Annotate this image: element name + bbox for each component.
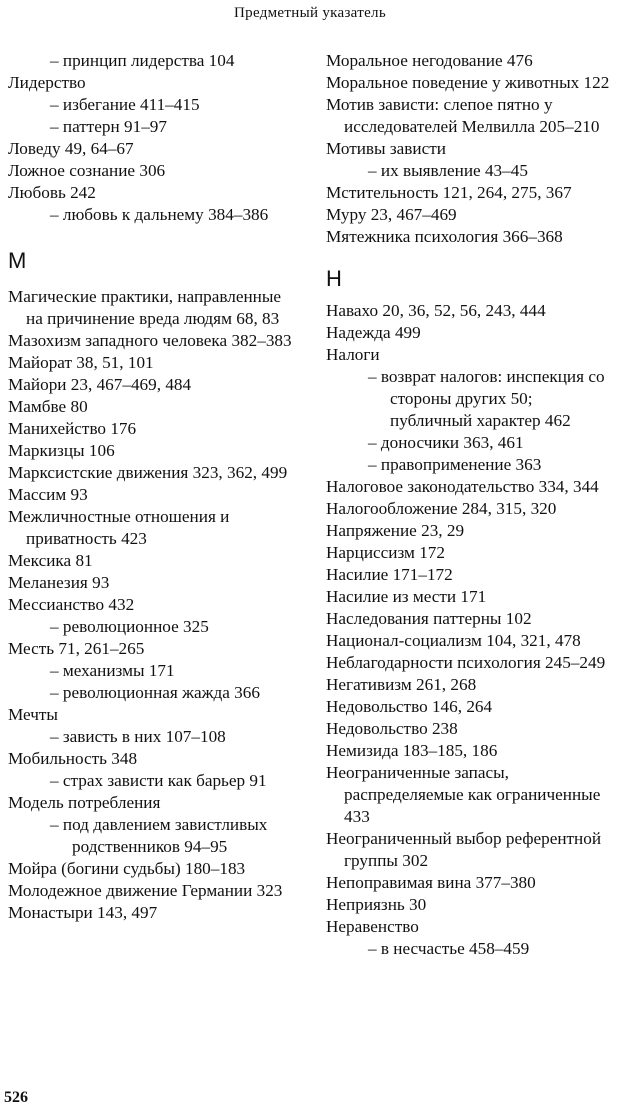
left-post-entries [8,286,298,924]
index-entry: Неравенство [326,917,419,936]
index-entry: Ловеду 49, 64–67 [8,139,134,158]
index-entry: Магические практики, направленные на причинение вреда людям 68, 83 [8,287,282,328]
index-subentry: – их выявление 43–45 [368,161,528,180]
index-entry: Мойра (богини судьбы) 180–183 [8,859,246,878]
index-entry: Любовь 242 [8,183,96,202]
index-entry: Мечты [8,705,58,724]
index-entry: Неблагодарности психология 245–249 [326,653,606,672]
index-entry: Моральное негодование 476 [326,51,533,70]
index-subentry: – правоприменение 363 [368,455,542,474]
index-entry: Недовольство 238 [326,719,458,738]
index-subentry: – избегание 411–415 [50,95,200,114]
right-pre-entries [326,50,616,248]
index-entry: Манихейство 176 [8,419,137,438]
index-entry: Недовольство 146, 264 [326,697,493,716]
index-entry: Налоги [326,345,380,364]
running-header: Предметный указатель [234,5,386,21]
right-post-entries [326,300,616,960]
left-pre-entries [8,50,298,226]
index-entry: Марксистские движения 323, 362, 499 [8,463,288,482]
index-entry: Мятежника психология 366–368 [326,227,563,246]
index-entry: Ложное сознание 306 [8,161,166,180]
index-entry: Лидерство [8,73,86,92]
index-subentry: – доносчики 363, 461 [368,433,524,452]
index-entry: Молодежное движение Германии 323 [8,881,283,900]
right-column [326,50,616,960]
index-subentry: – под давлением завистливых родственников 94–95 [50,815,268,856]
index-entry: Мобильность 348 [8,749,138,768]
index-entry: Налогообложение 284, 315, 320 [326,499,557,518]
index-entry: Месть 71, 261–265 [8,639,145,658]
index-subentry: – революционная жажда 366 [50,683,260,702]
index-entry: Негативизм 261, 268 [326,675,477,694]
section-letter-m: М [8,248,27,273]
index-subentry: – механизмы 171 [50,661,175,680]
index-entry: Монастыри 143, 497 [8,903,158,922]
index-entry: Майори 23, 467–469, 484 [8,375,192,394]
index-entry: Насилие 171–172 [326,565,453,584]
index-entry: Майорат 38, 51, 101 [8,353,154,372]
index-entry: Меланезия 93 [8,573,110,592]
index-entry: Маркизцы 106 [8,441,115,460]
index-entry: Мотив зависти: слепое пятно у исследователей Мелвилла 205–210 [326,95,600,136]
index-subentry: – принцип лидерства 104 [50,51,235,70]
index-entry: Немизида 183–185, 186 [326,741,498,760]
index-subentry: – страх зависти как барьер 91 [50,771,267,790]
index-subentry: – в несчастье 458–459 [368,939,530,958]
index-entry: Навахо 20, 36, 52, 56, 243, 444 [326,301,546,320]
index-entry: Надежда 499 [326,323,421,342]
section-letter-n: Н [326,266,342,291]
index-entry: Налоговое законодательство 334, 344 [326,477,599,496]
left-column [8,50,298,924]
index-entry: Муру 23, 467–469 [326,205,457,224]
index-entry: Насилие из мести 171 [326,587,487,606]
index-entry: Массим 93 [8,485,88,504]
index-entry: Мамбве 80 [8,397,88,416]
index-entry: Национал-социализм 104, 321, 478 [326,631,581,650]
index-entry: Неограниченные запасы, распределяемые как ограниченные 433 [326,763,601,826]
index-subentry: – зависть в них 107–108 [50,727,226,746]
index-entry: Межличностные отношения и приватность 423 [8,507,230,548]
index-entry: Моральное поведение у животных 122 [326,73,610,92]
index-entry: Мстительность 121, 264, 275, 367 [326,183,572,202]
index-entry: Непоправимая вина 377–380 [326,873,536,892]
index-entry: Наследования паттерны 102 [326,609,532,628]
index-subentry: – возврат налогов: инспекция со стороны других 50; публичный характер 462 [368,367,605,430]
index-entry: Неприязнь 30 [326,895,427,914]
index-entry: Мексика 81 [8,551,93,570]
index-subentry: – любовь к дальнему 384–386 [50,205,269,224]
index-subentry: – паттерн 91–97 [50,117,167,136]
index-entry: Мазохизм западного человека 382–383 [8,331,292,350]
page-number: 526 [4,1089,28,1106]
index-entry: Напряжение 23, 29 [326,521,465,540]
index-entry: Мотивы зависти [326,139,446,158]
index-subentry: – революционное 325 [50,617,209,636]
index-entry: Мессианство 432 [8,595,135,614]
index-entry: Нарциссизм 172 [326,543,445,562]
index-entry: Неограниченный выбор референтной группы 302 [326,829,602,870]
index-entry: Модель потребления [8,793,161,812]
